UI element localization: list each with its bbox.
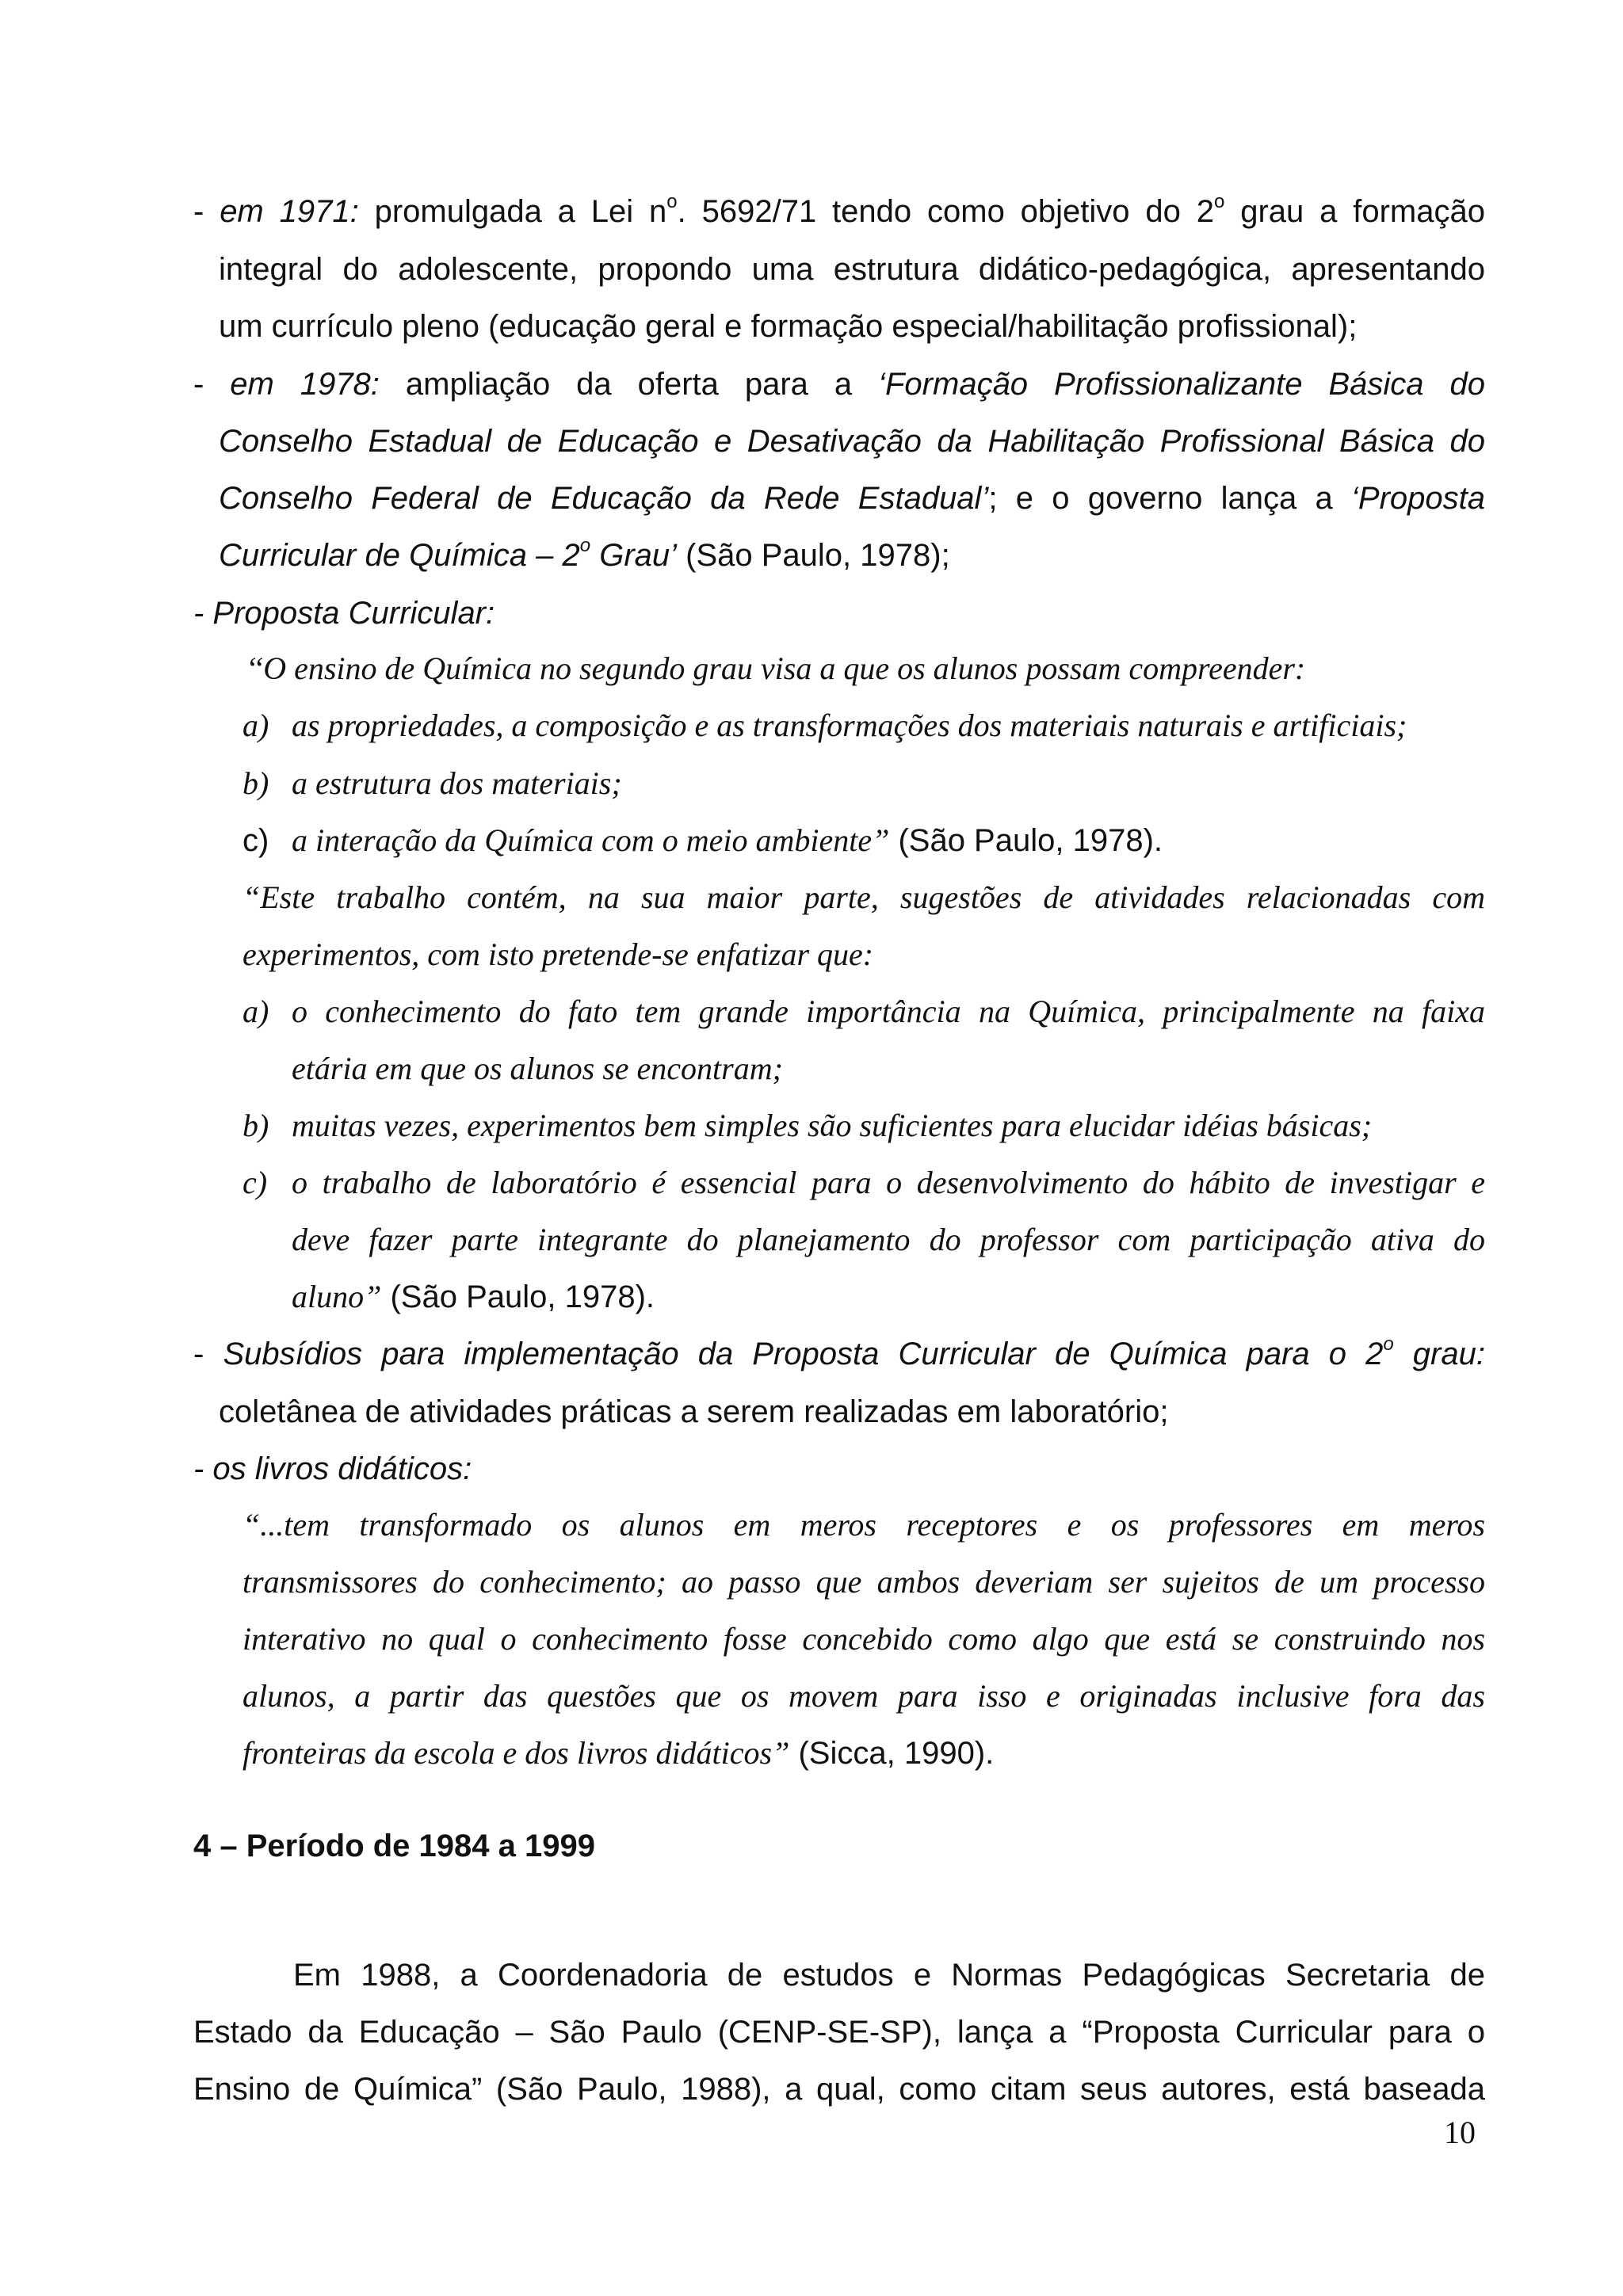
list-item-q2a-line-1: o conhecimento do fato tem grande importância na Química, principalmente na faixa [292,994,1485,1029]
item-text: ampliação da oferta para a [405,367,853,402]
quoted-title: ‘Proposta [1351,481,1485,516]
list-item-a: as propriedades, a composição e as transformações dos materiais naturais e artificiais; [292,707,1407,743]
list-item-c [292,819,1485,862]
list-item-q2c-line-3 [292,1276,1485,1318]
item-1978-line-3 [219,477,1485,520]
quote-intro: ‘‘O ensino de Química no segundo grau visa a que os alunos possam compreender: [246,650,1306,686]
citation: (Sicca, 1990). [789,1736,995,1771]
livros-quote-line-3: interativo no qual o conhecimento fosse concebido como algo que está se construindo nos [242,1621,1485,1657]
item-1971-line-1 [193,190,1485,233]
item-1978-line-2: Conselho Estadual de Educação e Desativação da Habilitação Profissional Básica do [219,424,1485,459]
livros-quote-line-5 [242,1732,1485,1775]
livros-quote-line-1: “...tem transformado os alunos em meros receptores e os professores em meros [242,1507,1485,1543]
list-item-q2a-line-2: etária em que os alunos se encontram; [292,1051,783,1086]
dash: - [193,1337,204,1371]
year-label: em 1978: [230,367,380,402]
dash: - [193,194,204,229]
year-label: em 1971: [220,194,359,229]
quote-text: a interação da Química com o meio ambiente” [292,822,890,858]
paragraph-line-2: Estado da Educação – São Paulo (CENP-SE-SP), lança a “Proposta Curricular para o [193,2015,1485,2050]
quoted-title: Grau’ [590,538,678,573]
list-item-b: a estrutura dos materiais; [292,765,622,801]
item-1971-line-2: integral do adolescente, propondo uma estrutura didático-pedagógica, apresentando [219,252,1485,287]
subsidios-title: Subsídios para implementação da Proposta Curricular de Química para o 2 [223,1337,1384,1371]
proposta-heading: - Proposta Curricular: [193,596,495,631]
citation: (São Paulo, 1978); [677,538,950,573]
item-1971-line-3: um currículo pleno (educação geral e formação especial/habilitação profissional); [219,309,1358,344]
item-text: . 5692/71 tendo como objetivo do 2 [677,194,1215,229]
quoted-title: Conselho Federal de Educação da Rede Estadual’ [219,481,989,516]
list-item-q2b: muitas vezes, experimentos bem simples são suficientes para elucidar idéias básicas; [292,1108,1373,1143]
livros-quote-line-4: alunos, a partir das questões que os movem para isso e originadas inclusive fora das [242,1678,1485,1714]
list-marker-a: a) [242,707,269,743]
livros-heading: - os livros didáticos: [193,1451,472,1486]
superscript: o [579,534,591,556]
quoted-title: Curricular de Química – 2 [219,538,580,573]
dash: - [193,367,204,402]
quote2-line-2: experimentos, com isto pretende-se enfatizar que: [242,936,874,972]
superscript: o [1383,1333,1394,1355]
list-marker-b: b) [242,765,269,801]
list-item-q2c-line-1: o trabalho de laboratório é essencial para o desenvolvimento do hábito de investigar e [292,1165,1485,1200]
subsidios-line-2: coletânea de atividades práticas a serem realizadas em laboratório; [219,1394,1169,1429]
quote-text: aluno” [292,1279,382,1314]
item-text: grau a formação [1224,194,1485,229]
quoted-title: ‘Formação Profissionalizante Básica do [878,367,1485,402]
list-marker-q2c: c) [242,1165,268,1200]
subsidios-line-1 [193,1333,1485,1375]
item-text: ; e o governo lança a [988,481,1333,516]
quote-text: fronteiras da escola e dos livros didáticos” [242,1735,790,1771]
paragraph-line-3: Ensino de Química” (São Paulo, 1988), a qual, como citam seus autores, está baseada [193,2072,1485,2107]
quote2-line-1: “Este trabalho contém, na sua maior parte, sugestões de atividades relacionadas com [242,879,1485,915]
citation: (São Paulo, 1978). [381,1280,655,1314]
item-text: promulgada a Lei n [374,194,667,229]
superscript: o [666,190,678,212]
item-1978-line-1 [193,363,1485,406]
item-1978-line-4 [219,534,1485,577]
list-marker-q2b: b) [242,1108,269,1143]
section-heading: 4 – Período de 1984 a 1999 [193,1829,595,1863]
page-number: 10 [1444,2115,1476,2150]
superscript: o [1214,190,1225,212]
livros-quote-line-2: transmissores do conhecimento; ao passo que ambos deveriam ser sujeitos de um processo [242,1564,1485,1600]
subsidios-title: grau: [1393,1337,1485,1371]
list-item-q2c-line-2: deve fazer parte integrante do planejamento do professor com participação ativa do [292,1222,1485,1257]
list-marker-c: c) [242,823,269,858]
list-marker-q2a: a) [242,994,269,1029]
citation: (São Paulo, 1978). [889,823,1163,858]
paragraph-line-1: Em 1988, a Coordenadoria de estudos e Normas Pedagógicas Secretaria de [293,1958,1485,1993]
